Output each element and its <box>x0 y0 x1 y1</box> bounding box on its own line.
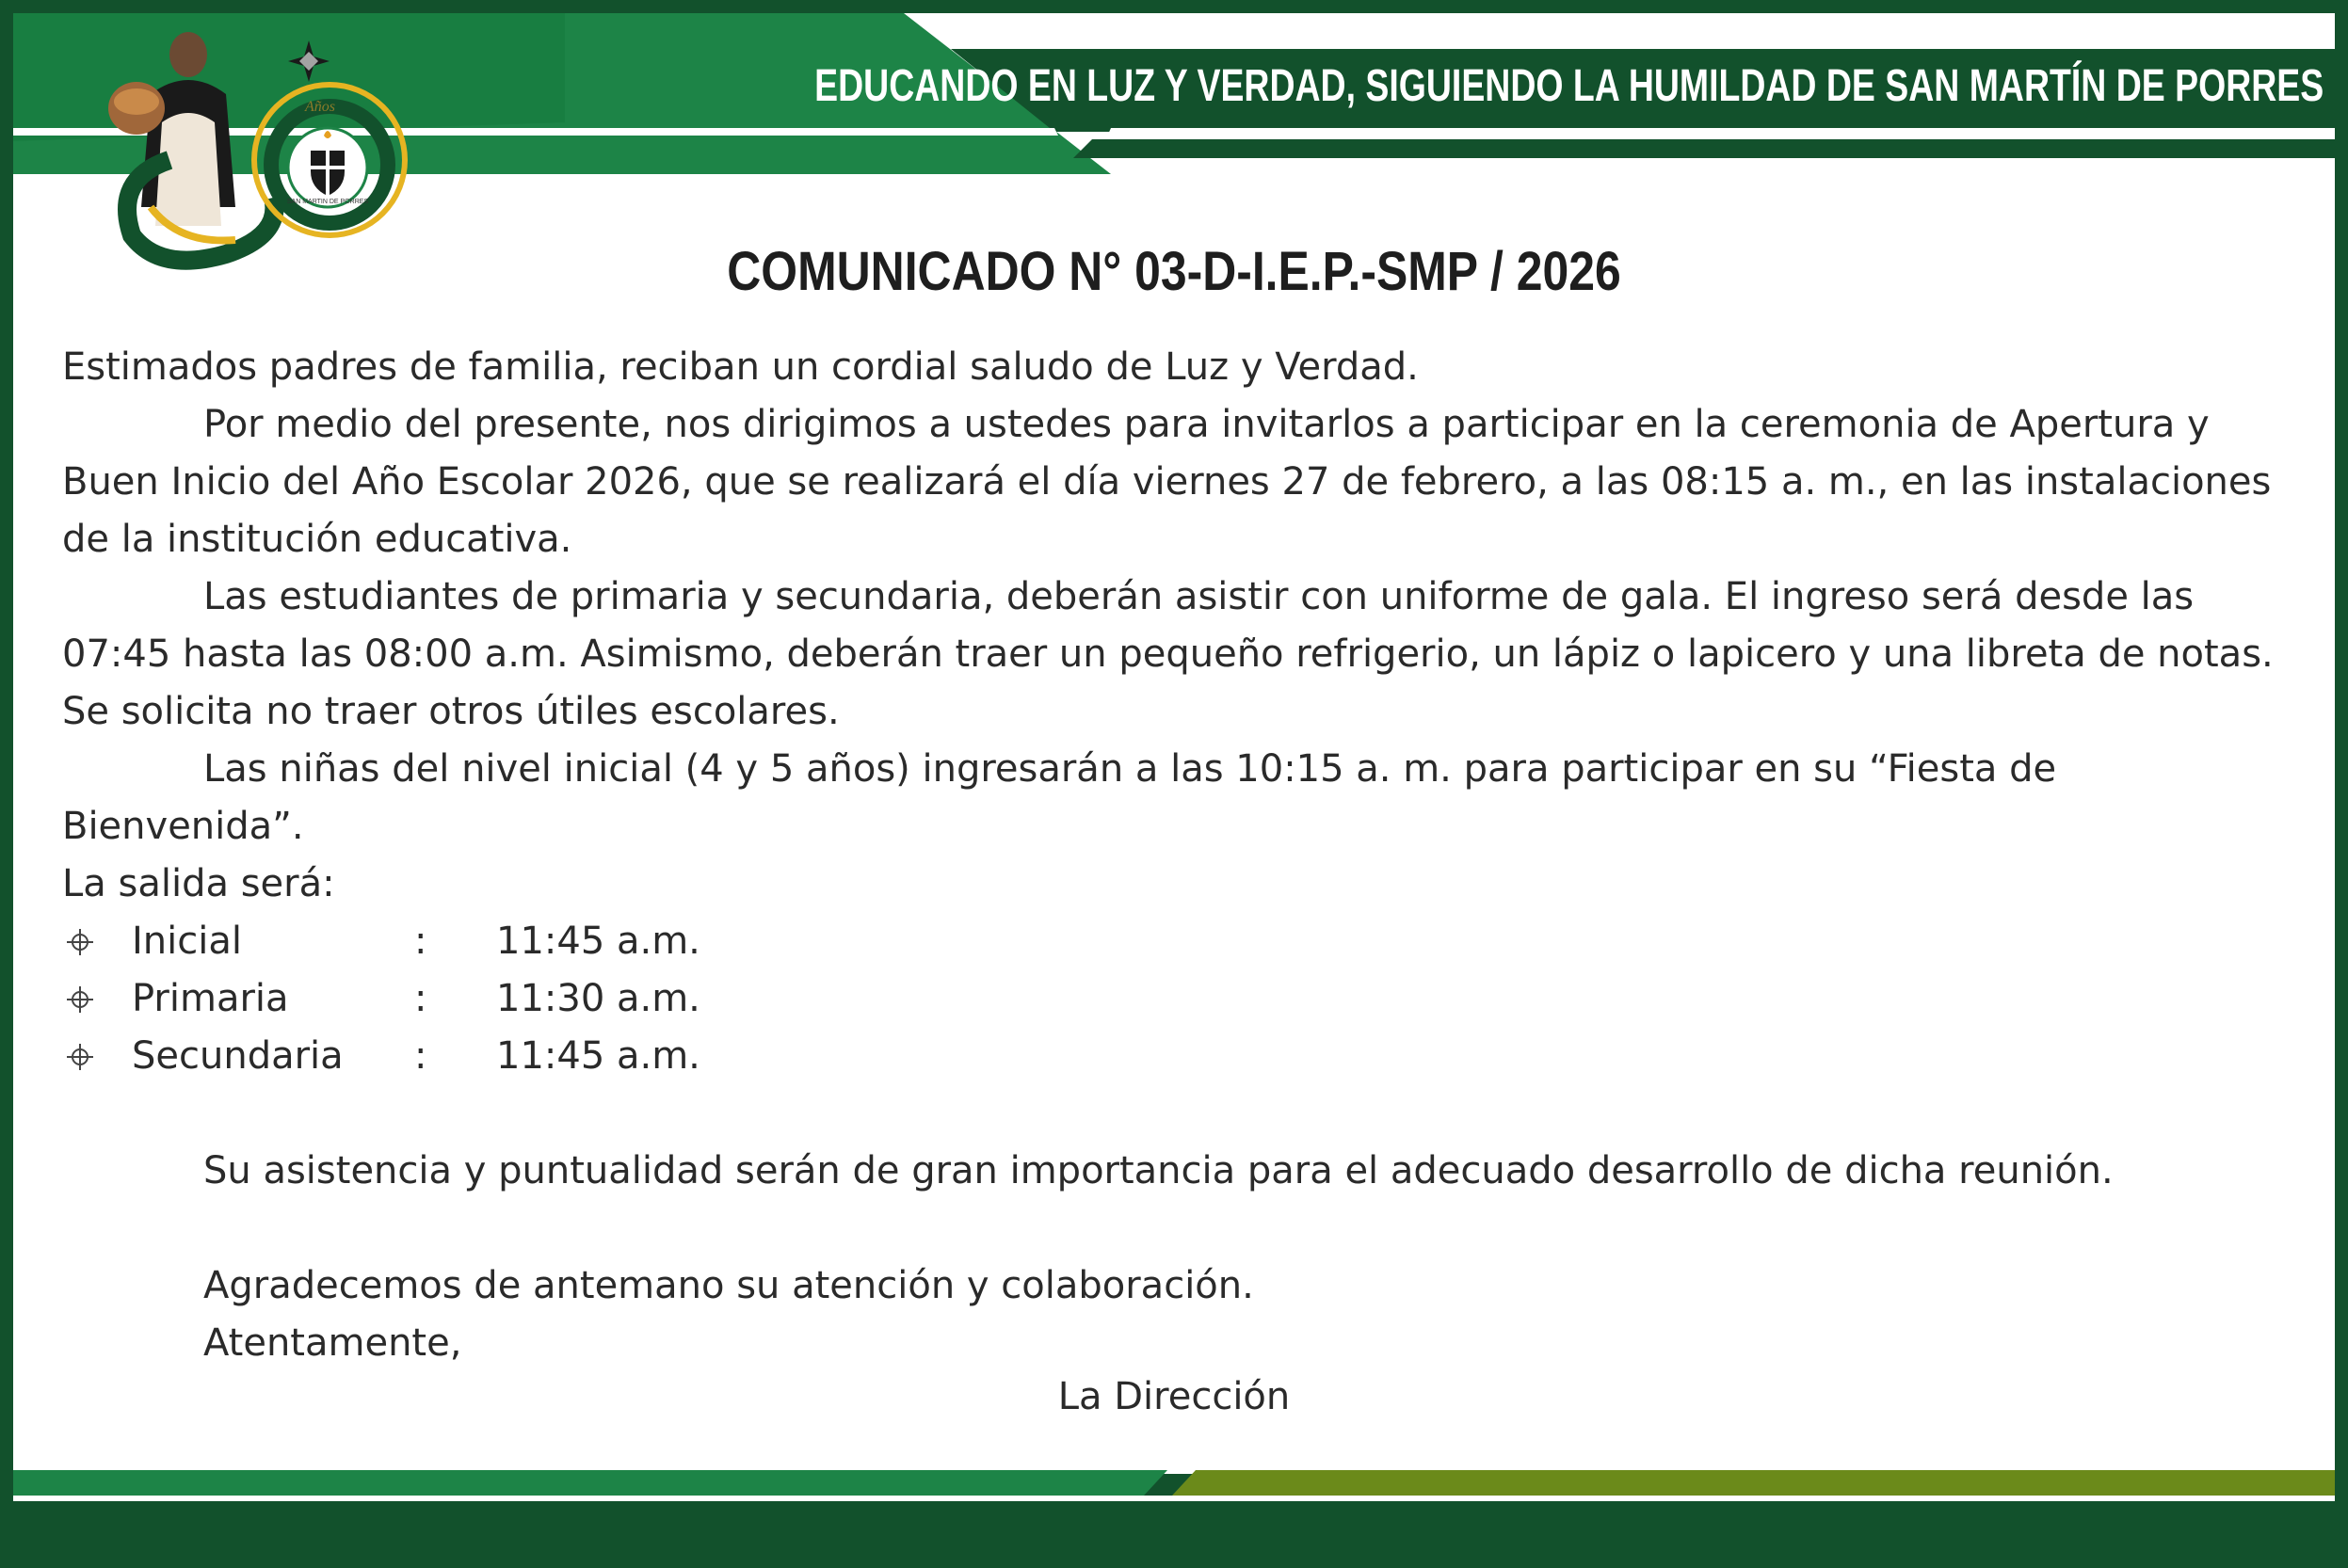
header-tagline: EDUCANDO EN LUZ Y VERDAD, SIGUIENDO LA HUMILDAD DE SAN MARTÍN DE PORRES <box>813 61 2324 111</box>
logo-script-text: Años <box>305 99 335 115</box>
exit-time-item <box>62 1028 2284 1085</box>
greeting: Estimados padres de familia, reciban un cordial saludo de Luz y Verdad. <box>62 345 1419 389</box>
school-anniversary-logo <box>94 19 424 273</box>
exit-colon: : <box>414 1034 427 1078</box>
crosshair-bullet-icon <box>62 985 132 1014</box>
exit-time-item <box>62 913 2284 970</box>
exit-time-value: 11:45 a.m. <box>496 1034 700 1078</box>
communique-title: COMUNICADO N° 03-D-I.E.P.-SMP / 2026 <box>727 241 1621 302</box>
compass-star-icon <box>288 40 330 82</box>
thanks-note: Agradecemos de antemano su atención y colaboración. <box>203 1264 1254 1307</box>
letter-body <box>62 339 2284 1372</box>
exit-colon: : <box>414 977 427 1020</box>
paragraph-initial-level: Las niñas del nivel inicial (4 y 5 años) ingresarán a las 10:15 a. m. para participar en su “Fiesta de Bienvenida”. <box>62 747 2057 848</box>
paragraph-uniform: Las estudiantes de primaria y secundaria, deberán asistir con uniforme de gala. El ingreso será desde las 07:45 hasta las 08:00 a.m. Asimismo, deberán traer un pequeño refrigerio, un lápiz o lapicero y una libreta de notas. Se solicita no traer otros útiles escolares. <box>62 575 2274 733</box>
exit-time-value: 11:30 a.m. <box>496 977 700 1020</box>
attendance-note: Su asistencia y puntualidad serán de gran importancia para el adecuado desarrollo de dicha reunión. <box>203 1149 2114 1192</box>
logo-seal-text: SAN MARTIN DE PORRES <box>286 199 369 205</box>
exit-level-name: Secundaria <box>132 1034 344 1078</box>
closing: Atentamente, <box>203 1321 462 1365</box>
exit-colon: : <box>414 920 427 963</box>
signature: La Dirección <box>1057 1375 1291 1418</box>
exit-intro: La salida será: <box>62 862 335 905</box>
paragraph-invitation: Por medio del presente, nos dirigimos a ustedes para invitarlos a participar en la ceremonia de Apertura y Buen Inicio del Año Escolar 2026, que se realizará el día viernes 27 de febrero, a las 08:15 a. m., en las instalaciones de la institución educativa. <box>62 403 2272 561</box>
crosshair-bullet-icon <box>62 1043 132 1071</box>
crosshair-bullet-icon <box>62 928 132 956</box>
exit-time-value: 11:45 a.m. <box>496 920 700 963</box>
exit-time-item <box>62 970 2284 1028</box>
exit-level-name: Primaria <box>132 977 289 1020</box>
exit-level-name: Inicial <box>132 920 242 963</box>
